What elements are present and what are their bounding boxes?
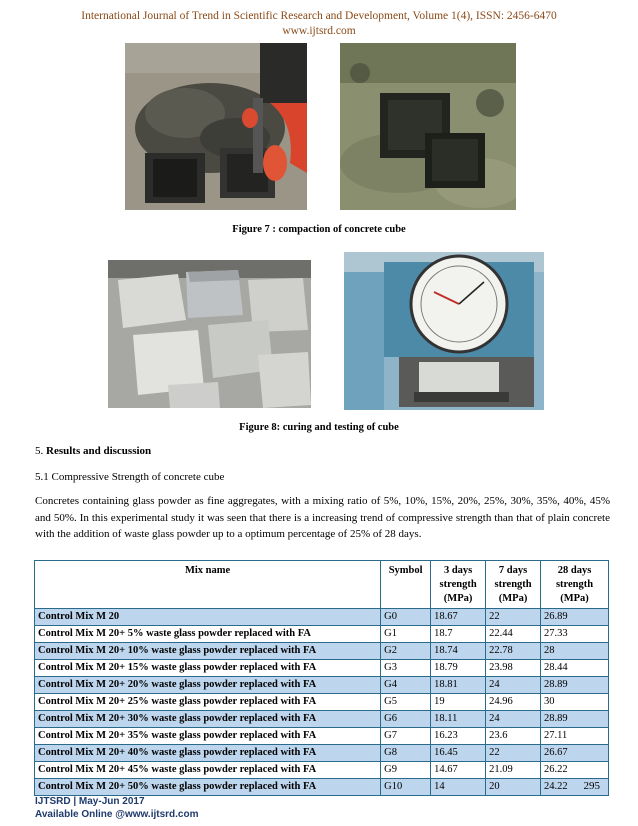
cell-28-days: 26.67 — [541, 745, 609, 762]
cell-28-days: 24.22 — [541, 779, 609, 796]
cell-28-days: 27.33 — [541, 626, 609, 643]
header-mix-name: Mix name — [35, 561, 381, 609]
cell-7-days: 24.96 — [486, 694, 541, 711]
footer-website: Available Online @www.ijtsrd.com — [35, 809, 199, 820]
cell-28-days: 28.44 — [541, 660, 609, 677]
table-row — [35, 728, 609, 745]
table-row — [35, 762, 609, 779]
table-header-row — [35, 561, 609, 609]
table-row — [35, 660, 609, 677]
cell-symbol: G1 — [381, 626, 431, 643]
cell-symbol: G4 — [381, 677, 431, 694]
cell-mix-name: Control Mix M 20+ 50% waste glass powder replaced with FA — [35, 779, 381, 796]
table-row — [35, 711, 609, 728]
cell-3-days: 18.67 — [431, 609, 486, 626]
cell-symbol: G8 — [381, 745, 431, 762]
cell-3-days: 19 — [431, 694, 486, 711]
cell-28-days: 26.22 — [541, 762, 609, 779]
cell-3-days: 14.67 — [431, 762, 486, 779]
figure7-photo-right — [340, 43, 516, 210]
cell-mix-name: Control Mix M 20+ 10% waste glass powder replaced with FA — [35, 643, 381, 660]
cell-mix-name: Control Mix M 20 — [35, 609, 381, 626]
cell-symbol: G10 — [381, 779, 431, 796]
cell-symbol: G3 — [381, 660, 431, 677]
section-title: Results and discussion — [46, 445, 152, 457]
body-paragraph: Concretes containing glass powder as fine aggregates, with a mixing ratio of 5%, 10%, 15%, 20%, 25%, 30%, 35%, 40%, 45% and 50%. In this experimental study it was seen that there is a increasing trend of compressive strength than that of plain concrete with the addition of waste glass powder up to a optimum percentage of 25% of 28 days. — [35, 495, 610, 540]
cell-mix-name: Control Mix M 20+ 5% waste glass powder replaced with FA — [35, 626, 381, 643]
subsection-heading: 5.1 Compressive Strength of concrete cube — [35, 471, 225, 483]
cell-28-days: 28 — [541, 643, 609, 660]
table-row — [35, 745, 609, 762]
table-row — [35, 779, 609, 796]
cell-7-days: 24 — [486, 677, 541, 694]
cell-3-days: 18.11 — [431, 711, 486, 728]
section-heading — [35, 445, 151, 457]
table-row — [35, 609, 609, 626]
cell-7-days: 23.98 — [486, 660, 541, 677]
cell-symbol: G5 — [381, 694, 431, 711]
figure8-photo-right — [344, 252, 544, 410]
cell-symbol: G6 — [381, 711, 431, 728]
cell-3-days: 18.79 — [431, 660, 486, 677]
header-symbol: Symbol — [381, 561, 431, 609]
cell-symbol: G7 — [381, 728, 431, 745]
cell-7-days: 22 — [486, 609, 541, 626]
cell-3-days: 16.23 — [431, 728, 486, 745]
cell-mix-name: Control Mix M 20+ 15% waste glass powder replaced with FA — [35, 660, 381, 677]
figure7-photo-left — [125, 43, 307, 210]
cell-7-days: 22.44 — [486, 626, 541, 643]
cell-3-days: 18.74 — [431, 643, 486, 660]
cell-3-days: 18.7 — [431, 626, 486, 643]
cell-mix-name: Control Mix M 20+ 45% waste glass powder replaced with FA — [35, 762, 381, 779]
header-3-days: 3 days strength (MPa) — [431, 561, 486, 609]
cell-mix-name: Control Mix M 20+ 20% waste glass powder replaced with FA — [35, 677, 381, 694]
cell-7-days: 22.78 — [486, 643, 541, 660]
cell-symbol: G0 — [381, 609, 431, 626]
page-number: 295 — [583, 780, 600, 792]
table-row — [35, 643, 609, 660]
cell-7-days: 20 — [486, 779, 541, 796]
header-7-days: 7 days strength (MPa) — [486, 561, 541, 609]
section-number: 5. — [35, 445, 44, 457]
header-28-days: 28 days strength (MPa) — [541, 561, 609, 609]
cell-7-days: 24 — [486, 711, 541, 728]
cell-28-days: 28.89 — [541, 711, 609, 728]
table-row — [35, 694, 609, 711]
cell-28-days: 26.89 — [541, 609, 609, 626]
cell-symbol: G2 — [381, 643, 431, 660]
cell-mix-name: Control Mix M 20+ 25% waste glass powder replaced with FA — [35, 694, 381, 711]
table-row — [35, 626, 609, 643]
results-table — [34, 560, 609, 796]
table-row — [35, 677, 609, 694]
cell-mix-name: Control Mix M 20+ 40% waste glass powder replaced with FA — [35, 745, 381, 762]
footer-journal: IJTSRD | May-Jun 2017 — [35, 796, 145, 807]
cell-symbol: G9 — [381, 762, 431, 779]
figure8-photo-left — [108, 260, 311, 408]
cell-3-days: 14 — [431, 779, 486, 796]
figure7-caption: Figure 7 : compaction of concrete cube — [232, 224, 406, 235]
journal-header: International Journal of Trend in Scientific Research and Development, Volume 1(4), ISSN: 2456-6470 — [81, 10, 557, 22]
cell-28-days: 28.89 — [541, 677, 609, 694]
cell-3-days: 16.45 — [431, 745, 486, 762]
cell-7-days: 21.09 — [486, 762, 541, 779]
journal-website: www.ijtsrd.com — [282, 25, 356, 37]
figure8-caption: Figure 8: curing and testing of cube — [239, 422, 399, 433]
cell-3-days: 18.81 — [431, 677, 486, 694]
cell-mix-name: Control Mix M 20+ 30% waste glass powder replaced with FA — [35, 711, 381, 728]
cell-28-days: 27.11 — [541, 728, 609, 745]
cell-7-days: 22 — [486, 745, 541, 762]
cell-7-days: 23.6 — [486, 728, 541, 745]
cell-mix-name: Control Mix M 20+ 35% waste glass powder replaced with FA — [35, 728, 381, 745]
cell-28-days: 30 — [541, 694, 609, 711]
